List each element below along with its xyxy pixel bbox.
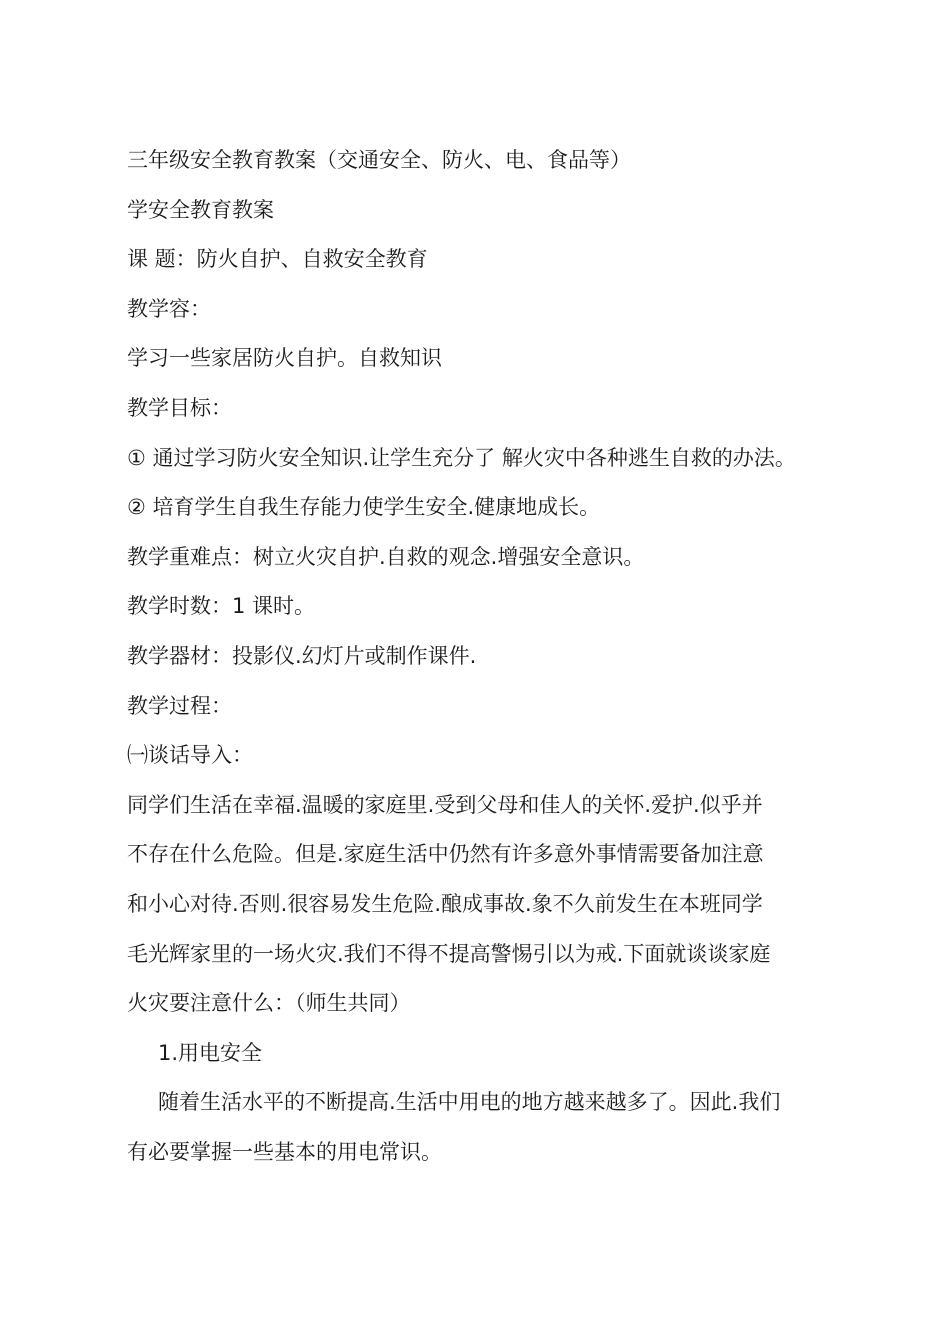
goal-item-1: ① 通过学习防火安全知识.让学生充分了 解火灾中各种逃生自救的办法。 bbox=[127, 445, 796, 470]
intro-line-5: 火灾要注意什么：（师生共同） bbox=[127, 991, 411, 1016]
intro-line-3: 和小心对待.否则.很容易发生危险.酿成事故.象不久前发生在本班同学 bbox=[127, 891, 763, 916]
intro-line-1: 同学们生活在幸福.温暖的家庭里.受到父母和佳人的关怀.爱护.似乎并 bbox=[127, 792, 763, 817]
electric-line-1: 随着生活水平的不断提高.生活中用电的地方越来越多了。因此.我们 bbox=[158, 1090, 781, 1115]
intro-paragraph bbox=[127, 781, 827, 1029]
subsection-1-heading: 1.用电安全 bbox=[158, 1040, 263, 1065]
lesson-topic: 课 题：防火自护、自救安全教育 bbox=[127, 247, 428, 272]
document-body bbox=[127, 136, 827, 1177]
goals-heading: 教学目标： bbox=[127, 395, 232, 420]
intro-line-4: 毛光辉家里的一场火灾.我们不得不提高警惕引以为戒.下面就谈谈家庭 bbox=[127, 941, 771, 966]
intro-line-2: 不存在什么危险。但是.家庭生活中仍然有许多意外事情需要备加注意 bbox=[127, 842, 764, 867]
document-subtitle: 学安全教育教案 bbox=[127, 197, 274, 222]
document-title: 三年级安全教育教案（交通安全、防火、电、食品等） bbox=[127, 148, 631, 172]
process-heading: 教学过程： bbox=[127, 693, 232, 718]
lesson-hours: 教学时数：1 课时。 bbox=[127, 594, 316, 619]
goal-item-2: ② 培育学生自我生存能力使学生安全.健康地成长。 bbox=[127, 495, 601, 520]
electric-line-2: 有必要掌握一些基本的用电常识。 bbox=[127, 1139, 442, 1164]
section-1-heading: ㈠谈话导入： bbox=[127, 743, 253, 768]
lesson-materials: 教学器材：投影仪.幻灯片或制作课件. bbox=[127, 643, 477, 668]
content-heading: 教学容： bbox=[127, 296, 211, 321]
content-text: 学习一些家居防火自护。自救知识 bbox=[127, 346, 442, 371]
key-points: 教学重难点：树立火灾自护.自救的观念.增强安全意识。 bbox=[127, 544, 645, 569]
electric-paragraph bbox=[127, 1078, 827, 1177]
